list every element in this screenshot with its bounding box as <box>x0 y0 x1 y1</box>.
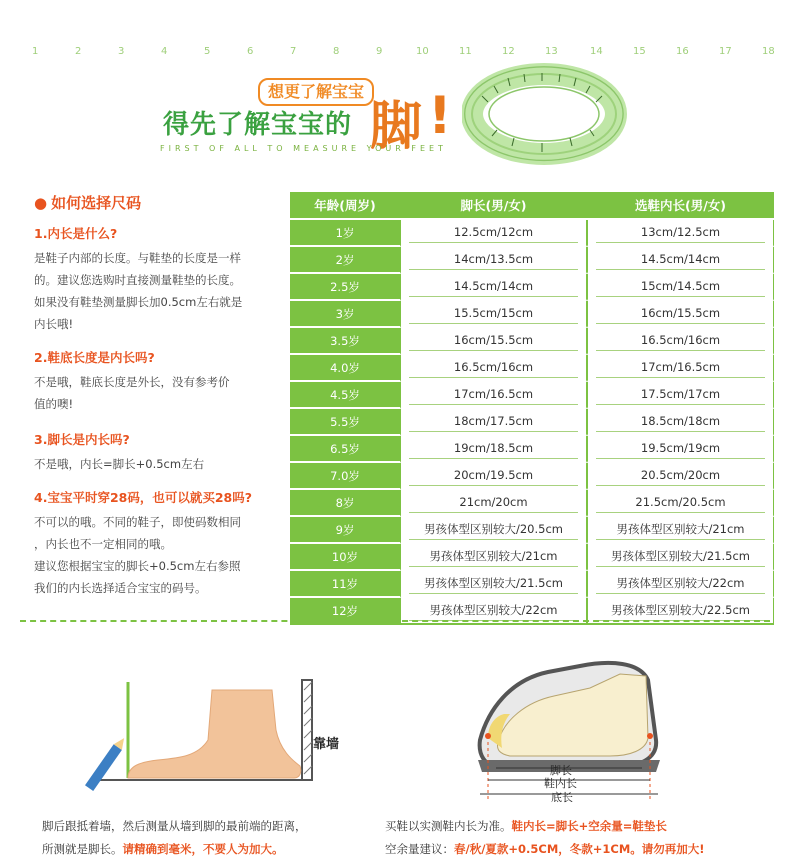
age-cell: 6.5岁 <box>290 436 400 463</box>
inner-cell <box>587 463 774 490</box>
inner-value: 13cm/12.5cm <box>596 222 764 243</box>
inner-value: 16cm/15.5cm <box>596 303 764 324</box>
inner-cell <box>587 490 774 517</box>
table-row <box>290 517 774 544</box>
table-row <box>290 409 774 436</box>
faq-answer-line: 值的噢! <box>34 397 74 411</box>
table-header-age: 年龄(周岁) <box>290 192 400 220</box>
foot-value: 14.5cm/14cm <box>409 276 577 297</box>
foot-cell <box>400 220 587 247</box>
ruler-mark: 6 <box>247 46 254 57</box>
table-row <box>290 274 774 301</box>
age-cell: 10岁 <box>290 544 400 571</box>
faq-answer <box>34 453 286 475</box>
shoe-label-inner: 鞋内长 <box>544 777 577 790</box>
table-row <box>290 247 774 274</box>
foot-value: 男孩体型区别较大/21cm <box>409 546 577 567</box>
inner-cell <box>587 274 774 301</box>
faq-answer-line: 不可以的哦。不同的鞋子，即使码数相同 <box>34 515 241 529</box>
foot-value: 男孩体型区别较大/20.5cm <box>409 519 577 540</box>
page-title: 得先了解宝宝的 <box>163 110 353 140</box>
inner-value: 20.5cm/20cm <box>596 465 764 486</box>
header-banner <box>258 78 374 106</box>
table-row <box>290 436 774 463</box>
foot-cell <box>400 355 587 382</box>
foot-caption <box>42 815 307 861</box>
foot-value: 15.5cm/15cm <box>409 303 577 324</box>
foot-value: 17cm/16.5cm <box>409 384 577 405</box>
faq-answer-line: 建议您根据宝宝的脚长+0.5cm左右参照 <box>34 559 241 573</box>
ruler-mark: 14 <box>590 46 603 57</box>
table-header-inner: 选鞋内长(男/女) <box>587 192 774 220</box>
age-cell: 3岁 <box>290 301 400 328</box>
shoe-caption <box>385 815 705 861</box>
faq-answer <box>34 511 286 599</box>
foot-cell <box>400 490 587 517</box>
page-title-big: 脚 <box>370 97 423 157</box>
faq-answer-line: ，内长也不一定相同的哦。 <box>34 537 172 551</box>
age-cell: 2.5岁 <box>290 274 400 301</box>
table-header-row <box>290 192 774 220</box>
ruler-mark: 10 <box>416 46 429 57</box>
faq-answer <box>34 371 286 415</box>
table-row <box>290 328 774 355</box>
inner-cell <box>587 517 774 544</box>
foot-value: 21cm/20cm <box>409 492 577 513</box>
foot-value: 男孩体型区别较大/22cm <box>409 600 577 621</box>
ruler-mark: 12 <box>502 46 515 57</box>
inner-value: 男孩体型区别较大/21cm <box>596 519 764 540</box>
age-cell: 1岁 <box>290 220 400 247</box>
inner-value: 男孩体型区别较大/22.5cm <box>596 600 764 621</box>
age-cell: 12岁 <box>290 598 400 625</box>
header-banner-text: 想更了解宝宝 <box>267 82 364 101</box>
foot-cell <box>400 247 587 274</box>
foot-value: 16.5cm/16cm <box>409 357 577 378</box>
faq-answer-line: 是鞋子内部的长度。与鞋垫的长度是一样 <box>34 251 241 265</box>
inner-value: 15cm/14.5cm <box>596 276 764 297</box>
shoe-caption-line1 <box>385 815 705 838</box>
page-subtitle: FIRST OF ALL TO MEASURE YOUR FEET <box>160 144 447 153</box>
foot-value: 19cm/18.5cm <box>409 438 577 459</box>
inner-cell <box>587 544 774 571</box>
tape-measure-icon <box>462 56 627 168</box>
shoe-caption-text: 买鞋以实测鞋内长为准。 <box>385 819 512 833</box>
faq-answer <box>34 247 286 335</box>
inner-cell <box>587 382 774 409</box>
foot-value: 12.5cm/12cm <box>409 222 577 243</box>
foot-cell <box>400 274 587 301</box>
ruler-mark: 18 <box>762 46 775 57</box>
table-row <box>290 544 774 571</box>
faq-answer-line: 不是哦，鞋底长度是外长，没有参考价 <box>34 375 230 389</box>
inner-cell <box>587 247 774 274</box>
inner-value: 18.5cm/18cm <box>596 411 764 432</box>
ruler-mark: 13 <box>545 46 558 57</box>
inner-cell <box>587 571 774 598</box>
foot-caption-text: 所测就是脚长。 <box>42 842 123 856</box>
wall-label: 靠墙 <box>313 737 340 752</box>
section-divider <box>20 620 770 622</box>
foot-caption-highlight: 请精确到毫米，不要人为加大。 <box>122 842 284 856</box>
foot-cell <box>400 328 587 355</box>
foot-value: 16cm/15.5cm <box>409 330 577 351</box>
inner-value: 19.5cm/19cm <box>596 438 764 459</box>
age-cell: 4.0岁 <box>290 355 400 382</box>
ruler-mark: 4 <box>161 46 168 57</box>
size-table <box>290 192 774 625</box>
inner-cell <box>587 220 774 247</box>
age-cell: 5.5岁 <box>290 409 400 436</box>
faq-question: 3.脚长是内长吗? <box>34 432 130 447</box>
foot-measure-illustration <box>80 670 320 800</box>
ruler-mark: 9 <box>376 46 383 57</box>
faq-answer-line: 如果没有鞋垫测量脚长加0.5cm左右就是 <box>34 295 243 309</box>
faq-answer-line: 不是哦，内长=脚长+0.5cm左右 <box>34 457 205 471</box>
foot-value: 男孩体型区别较大/21.5cm <box>409 573 577 594</box>
age-cell: 11岁 <box>290 571 400 598</box>
inner-value: 17.5cm/17cm <box>596 384 764 405</box>
ruler-numbers <box>0 46 790 66</box>
howto-title: ● 如何选择尺码 <box>34 194 142 212</box>
table-row <box>290 355 774 382</box>
foot-cell <box>400 571 587 598</box>
foot-cell <box>400 544 587 571</box>
shoe-label-foot: 脚长 <box>550 764 572 777</box>
faq-answer-line: 的。建议您选购时直接测量鞋垫的长度。 <box>34 273 241 287</box>
table-header-foot: 脚长(男/女) <box>400 192 587 220</box>
age-cell: 9岁 <box>290 517 400 544</box>
shoe-caption-line2 <box>385 838 705 861</box>
table-row <box>290 220 774 247</box>
shoe-label-sole: 底长 <box>551 791 573 804</box>
inner-value: 14.5cm/14cm <box>596 249 764 270</box>
foot-cell <box>400 301 587 328</box>
howto-title-text: 如何选择尺码 <box>51 194 142 212</box>
foot-value: 14cm/13.5cm <box>409 249 577 270</box>
ruler-mark: 7 <box>290 46 297 57</box>
foot-cell <box>400 382 587 409</box>
ruler-mark: 11 <box>459 46 472 57</box>
ruler-mark: 16 <box>676 46 689 57</box>
faq-question: 4.宝宝平时穿28码，也可以就买28吗? <box>34 490 252 505</box>
foot-cell <box>400 463 587 490</box>
table-row <box>290 463 774 490</box>
faq-answer-line: 我们的内长选择适合宝宝的码号。 <box>34 581 207 595</box>
foot-cell <box>400 409 587 436</box>
faq-question: 2.鞋底长度是内长吗? <box>34 350 155 365</box>
age-cell: 2岁 <box>290 247 400 274</box>
inner-value: 17cm/16.5cm <box>596 357 764 378</box>
age-cell: 4.5岁 <box>290 382 400 409</box>
inner-value: 21.5cm/20.5cm <box>596 492 764 513</box>
inner-cell <box>587 409 774 436</box>
foot-cell <box>400 517 587 544</box>
inner-cell <box>587 355 774 382</box>
inner-cell <box>587 436 774 463</box>
shoe-caption-highlight: 春/秋/夏款+0.5CM，冬款+1CM。请勿再加大! <box>454 842 705 856</box>
table-row <box>290 301 774 328</box>
table-row <box>290 571 774 598</box>
shoe-caption-highlight: 鞋内长=脚长+空余量=鞋垫长 <box>511 819 667 833</box>
ruler-mark: 15 <box>633 46 646 57</box>
faq-question: 1.内长是什么? <box>34 226 118 241</box>
inner-value: 16.5cm/16cm <box>596 330 764 351</box>
foot-value: 18cm/17.5cm <box>409 411 577 432</box>
faq-answer-line: 内长哦! <box>34 317 74 331</box>
page-title-exclaim: ! <box>428 86 452 146</box>
foot-value: 20cm/19.5cm <box>409 465 577 486</box>
ruler-mark: 1 <box>32 46 39 57</box>
foot-caption-line2 <box>42 838 307 861</box>
ruler-mark: 3 <box>118 46 125 57</box>
age-cell: 7.0岁 <box>290 463 400 490</box>
foot-cell <box>400 436 587 463</box>
inner-cell <box>587 328 774 355</box>
ruler-mark: 5 <box>204 46 211 57</box>
ruler-mark: 2 <box>75 46 82 57</box>
age-cell: 8岁 <box>290 490 400 517</box>
inner-cell <box>587 301 774 328</box>
shoe-caption-text: 空余量建议： <box>385 842 454 856</box>
inner-value: 男孩体型区别较大/22cm <box>596 573 764 594</box>
table-row <box>290 382 774 409</box>
table-row <box>290 490 774 517</box>
foot-caption-line1: 脚后跟抵着墙，然后测量从墙到脚的最前端的距离， <box>42 819 307 833</box>
age-cell: 3.5岁 <box>290 328 400 355</box>
ruler-mark: 17 <box>719 46 732 57</box>
ruler-mark: 8 <box>333 46 340 57</box>
inner-value: 男孩体型区别较大/21.5cm <box>596 546 764 567</box>
